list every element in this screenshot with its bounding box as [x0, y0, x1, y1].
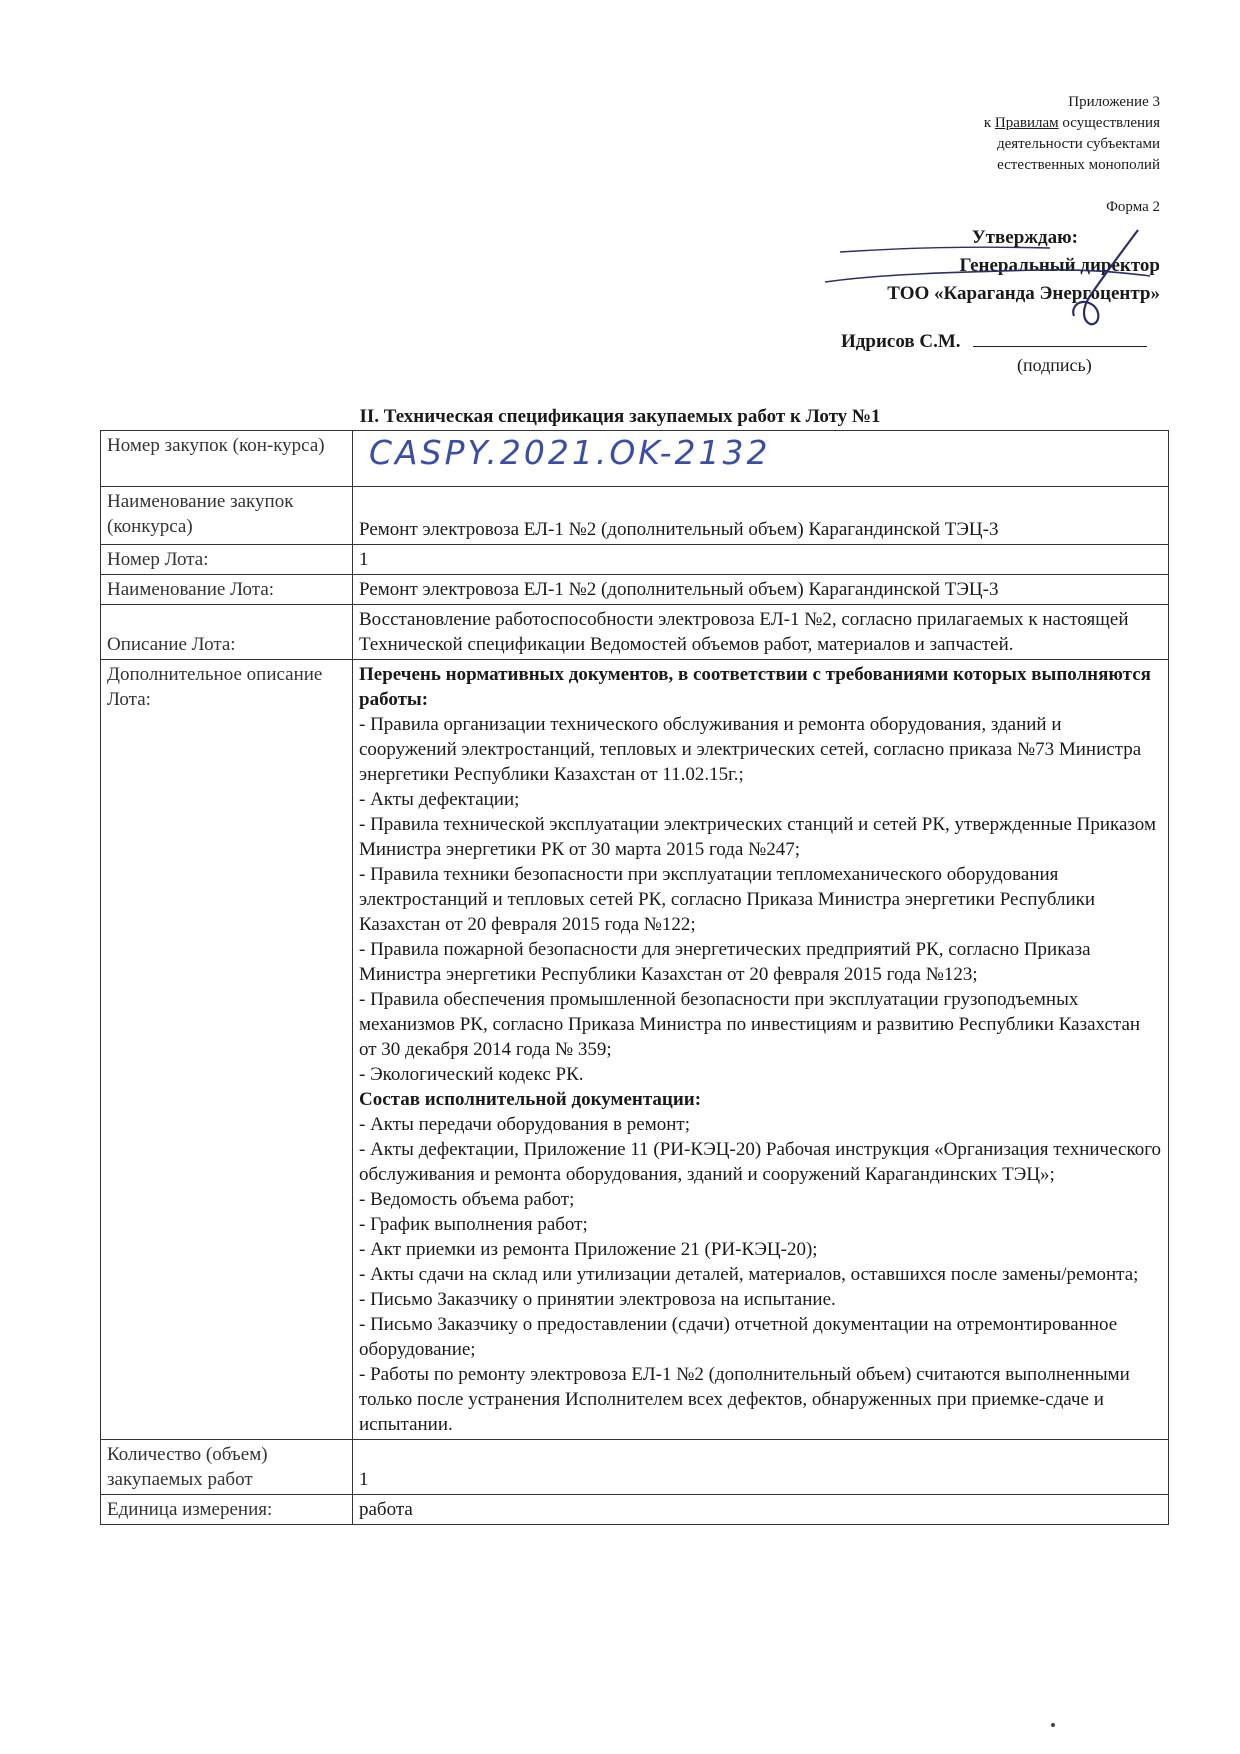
row-value: работа	[353, 1495, 1169, 1525]
table-row	[101, 575, 1169, 605]
list-item: - Акт приемки из ремонта Приложение 21 (РИ-КЭЦ-20);	[359, 1239, 818, 1260]
handwritten-procurement-number: CASPY.2021.OK-2132	[369, 433, 771, 472]
exec-docs-heading: Состав исполнительной документации:	[359, 1089, 702, 1110]
row-value	[353, 431, 1169, 487]
approver-company: ТОО «Караганда Энергоцентр»	[887, 283, 1160, 304]
row-label: Номер закупок (кон-курса)	[101, 431, 353, 487]
scan-speck	[1051, 1723, 1055, 1727]
table-row	[101, 660, 1169, 1440]
row-label: Наименование закупок (конкурса)	[101, 487, 353, 545]
appendix-line-3: деятельности субъектами	[996, 136, 1160, 152]
table-row	[101, 545, 1169, 575]
table-row	[101, 605, 1169, 660]
signer-name: Идрисов С.М.	[841, 331, 961, 352]
spec-table	[100, 430, 1169, 1525]
row-label: Номер Лота:	[101, 545, 353, 575]
additional-description	[353, 660, 1169, 1440]
list-item: - Акты дефектации, Приложение 11 (РИ-КЭЦ-20) Рабочая инструкция «Организация технического обслуживания и ремонта оборудования, зданий и сооружений Карагандинских ТЭЦ»;	[359, 1139, 1162, 1185]
spec-title: II. Техническая спецификация закупаемых работ к Лоту №1	[359, 406, 881, 427]
normative-docs-heading: Перечень нормативных документов, в соответствии с требованиями которых выполняются работы:	[359, 664, 1151, 710]
form-label: Форма 2	[1106, 199, 1160, 215]
list-item: - Письмо Заказчику о предоставлении (сдачи) отчетной документации на отремонтированное оборудование;	[359, 1314, 1118, 1360]
list-item: - Правила организации технического обслуживания и ремонта оборудования, зданий и сооружений электростанций, тепловых и электрических сетей, согласно приказа №73 Министра энергетики Республики Казахстан от 11.02.15г.;	[359, 714, 1142, 785]
appendix-suffix: осуществления	[1062, 115, 1160, 131]
list-item: - Работы по ремонту электровоза ЕЛ-1 №2 (дополнительный объем) считаются выполненными только после устранения Исполнителем всех дефектов, обнаруженных при приемке-сдаче и испытании.	[359, 1364, 1130, 1435]
list-item: - Правила технической эксплуатации электрических станций и сетей РК, утвержденные Приказом Министра энергетики РК от 30 марта 2015 года №247;	[359, 814, 1156, 860]
table-row	[101, 431, 1169, 487]
list-item: - Акты сдачи на склад или утилизации деталей, материалов, оставшихся после замены/ремонта;	[359, 1264, 1139, 1285]
table-row	[101, 1440, 1169, 1495]
row-value: 1	[353, 545, 1169, 575]
row-label: Наименование Лота:	[101, 575, 353, 605]
row-label: Описание Лота:	[101, 605, 353, 660]
row-label: Дополнительное описание Лота:	[101, 660, 353, 1440]
row-label: Количество (объем) закупаемых работ	[101, 1440, 353, 1495]
signature-caption: (подпись)	[1017, 355, 1092, 375]
appendix-header	[984, 92, 1160, 176]
signature-blank	[973, 328, 1147, 347]
row-label: Единица измерения:	[101, 1495, 353, 1525]
row-value: Ремонт электровоза ЕЛ-1 №2 (дополнительный объем) Карагандинской ТЭЦ-3	[353, 575, 1169, 605]
appendix-line-4: естественных монополий	[997, 157, 1160, 173]
row-value: 1	[353, 1440, 1169, 1495]
approve-label: Утверждаю:	[971, 227, 1078, 248]
table-row	[101, 487, 1169, 545]
list-item: - Правила пожарной безопасности для энергетических предприятий РК, согласно Приказа Министра энергетики Республики Казахстан от 20 февраля 2015 года №123;	[359, 939, 1091, 985]
list-item: - Правила техники безопасности при эксплуатации тепломеханического оборудования электростанций и тепловых сетей РК, согласно Приказа Министра энергетики Республики Казахстан от 20 февраля 2015 года №122;	[359, 864, 1096, 935]
list-item: - Акты передачи оборудования в ремонт;	[359, 1114, 690, 1135]
row-value: Ремонт электровоза ЕЛ-1 №2 (дополнительный объем) Карагандинской ТЭЦ-3	[353, 487, 1169, 545]
appendix-line-1: Приложение 3	[1068, 94, 1160, 110]
approver-position: Генеральный директор	[959, 255, 1160, 276]
rules-link: Правилам	[994, 115, 1059, 131]
signer-line	[841, 328, 1147, 353]
list-item: - Акты дефектации;	[359, 789, 520, 810]
list-item: - Письмо Заказчику о принятии электровоза на испытание.	[359, 1289, 836, 1310]
table-row	[101, 1495, 1169, 1525]
row-value: Восстановление работоспособности электровоза ЕЛ-1 №2, согласно прилагаемых к настоящей Технической спецификации Ведомостей объемов работ, материалов и запчастей.	[353, 605, 1169, 660]
appendix-prefix: к	[983, 115, 992, 131]
appendix-line-2	[984, 113, 1160, 134]
list-item: - График выполнения работ;	[359, 1214, 588, 1235]
list-item: - Правила обеспечения промышленной безопасности при эксплуатации грузоподъемных механизмов РК, согласно Приказа Министра по инвестициям и развитию Республики Казахстан от 30 декабря 2014 года № 359;	[359, 989, 1141, 1060]
list-item: - Ведомость объема работ;	[359, 1189, 575, 1210]
list-item: - Экологический кодекс РК.	[359, 1064, 584, 1085]
handwritten-signature	[820, 224, 1160, 334]
